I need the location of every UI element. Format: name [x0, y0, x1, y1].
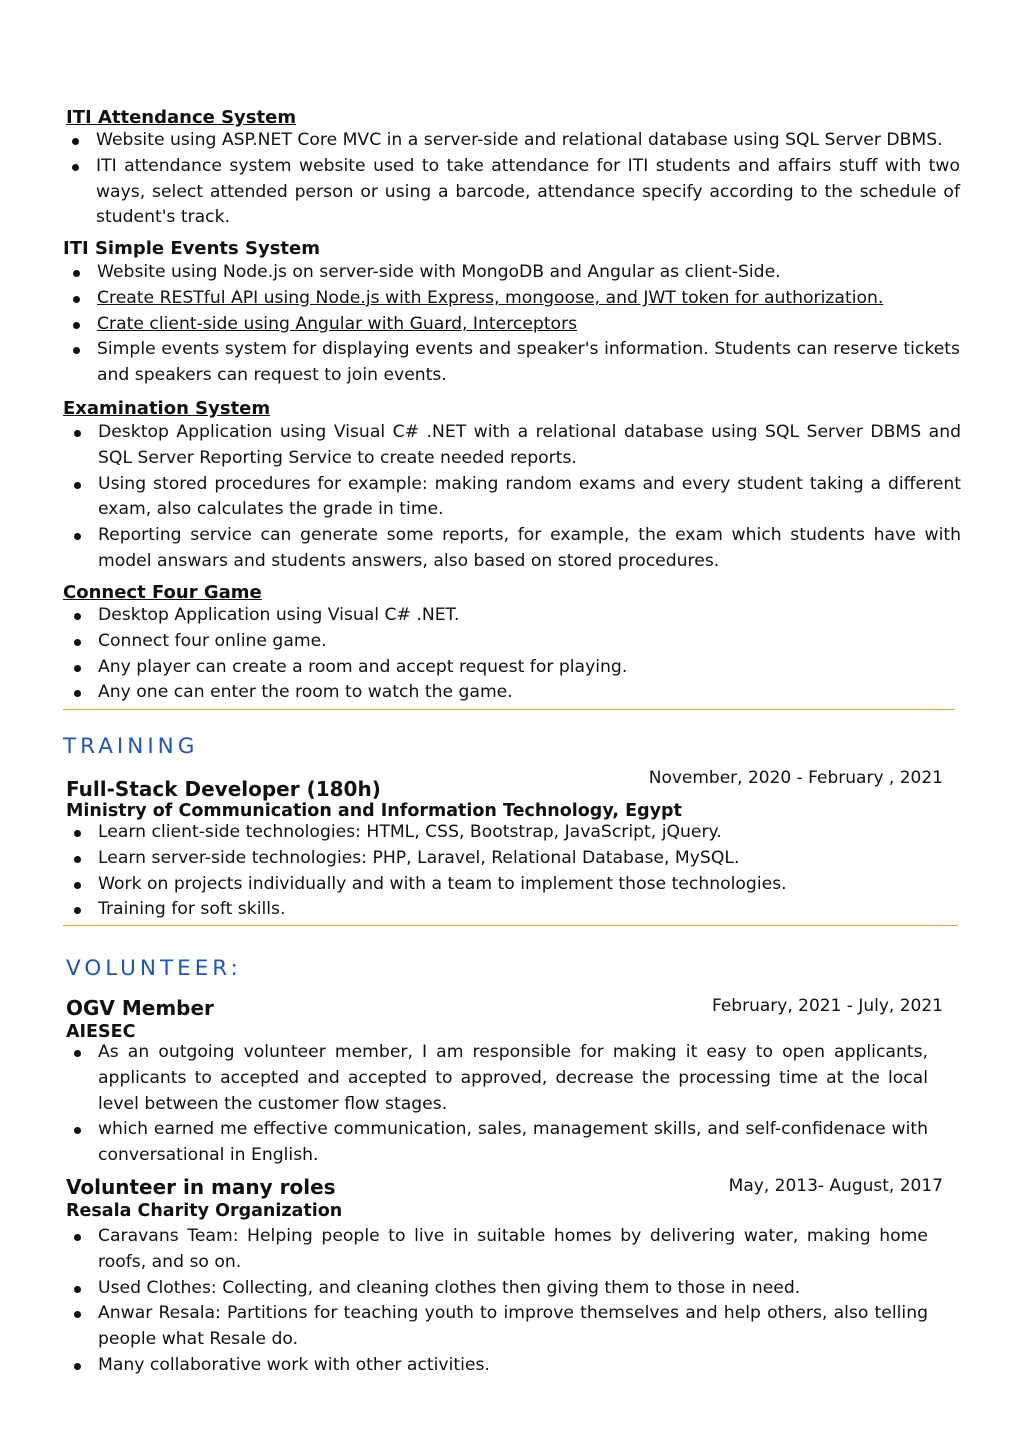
list-item-link: Crate client-side using Angular with Guard, Interceptors: [97, 312, 960, 338]
training-bullets: [98, 820, 948, 923]
volunteer-role-date: May, 2013- August, 2017: [728, 1176, 943, 1196]
section-divider: [63, 925, 958, 926]
list-item: Reporting service can generate some reports, for example, the exam which students have with model answars and students answers, also based on stored procedures.: [98, 523, 961, 575]
training-title: Full-Stack Developer (180h): [66, 777, 381, 801]
project-title-attendance: ITI Attendance System: [66, 107, 297, 128]
project-bullets-examination: [98, 420, 961, 575]
volunteer-role-organization: AIESEC: [66, 1022, 136, 1042]
list-item: Simple events system for displaying events and speaker's information. Students can reserve tickets and speakers can request to join events.: [97, 337, 960, 389]
list-item: Desktop Application using Visual C# .NET with a relational database using SQL Server DBMS and SQL Server Reporting Service to create needed reports.: [98, 420, 961, 472]
list-item: Work on projects individually and with a team to implement those technologies.: [98, 872, 948, 898]
training-organization: Ministry of Communication and Information Technology, Egypt: [66, 801, 682, 821]
volunteer-role-organization: Resala Charity Organization: [66, 1201, 343, 1221]
project-title-examination: Examination System: [63, 398, 271, 419]
list-item: Anwar Resala: Partitions for teaching youth to improve themselves and help others, also telling people what Resale do.: [98, 1301, 928, 1353]
project-title-connect-four: Connect Four Game: [63, 582, 262, 603]
list-item: Training for soft skills.: [98, 897, 948, 923]
list-item-link: Create RESTful API using Node.js with Express, mongoose, and JWT token for authorization.: [97, 286, 960, 312]
section-heading-training: TRAINING: [63, 734, 199, 759]
project-title-events: ITI Simple Events System: [63, 238, 320, 259]
list-item: Any player can create a room and accept request for playing.: [98, 655, 958, 681]
list-item: Using stored procedures for example: making random exams and every student taking a different exam, also calculates the grade in time.: [98, 472, 961, 524]
list-item: Any one can enter the room to watch the game.: [98, 680, 958, 706]
list-item: Learn client-side technologies: HTML, CSS, Bootstrap, JavaScript, jQuery.: [98, 820, 948, 846]
project-bullets-events: [97, 260, 960, 389]
list-item: Website using ASP.NET Core MVC in a server-side and relational database using SQL Server DBMS.: [96, 128, 960, 154]
volunteer-role-title: OGV Member: [66, 996, 214, 1020]
list-item: which earned me effective communication, sales, management skills, and self-confidenace with conversational in English.: [98, 1117, 928, 1169]
list-item: Caravans Team: Helping people to live in suitable homes by delivering water, making home roofs, and so on.: [98, 1224, 928, 1276]
list-item: Website using Node.js on server-side with MongoDB and Angular as client-Side.: [97, 260, 960, 286]
volunteer-role-bullets: [98, 1040, 928, 1169]
volunteer-role-title: Volunteer in many roles: [66, 1175, 336, 1199]
list-item: As an outgoing volunteer member, I am responsible for making it easy to open applicants, applicants to accepted and accepted to approved, decrease the processing time at the local level between the customer flow stages.: [98, 1040, 928, 1117]
list-item: Learn server-side technologies: PHP, Laravel, Relational Database, MySQL.: [98, 846, 948, 872]
section-divider: [63, 709, 955, 710]
project-bullets-attendance: [96, 128, 960, 231]
list-item: Used Clothes: Collecting, and cleaning clothes then giving them to those in need.: [98, 1276, 928, 1302]
list-item: Many collaborative work with other activities.: [98, 1353, 928, 1379]
list-item: Connect four online game.: [98, 629, 958, 655]
project-bullets-connect-four: [98, 603, 958, 706]
training-date: November, 2020 - February , 2021: [648, 768, 943, 788]
volunteer-role-bullets: [98, 1224, 928, 1379]
section-heading-volunteer: VOLUNTEER:: [66, 956, 242, 981]
list-item: Desktop Application using Visual C# .NET.: [98, 603, 958, 629]
list-item: ITI attendance system website used to take attendance for ITI students and affairs stuff with two ways, select attended person or using a barcode, attendance specify according to the schedule of student's track.: [96, 154, 960, 231]
volunteer-role-date: February, 2021 - July, 2021: [712, 996, 943, 1016]
